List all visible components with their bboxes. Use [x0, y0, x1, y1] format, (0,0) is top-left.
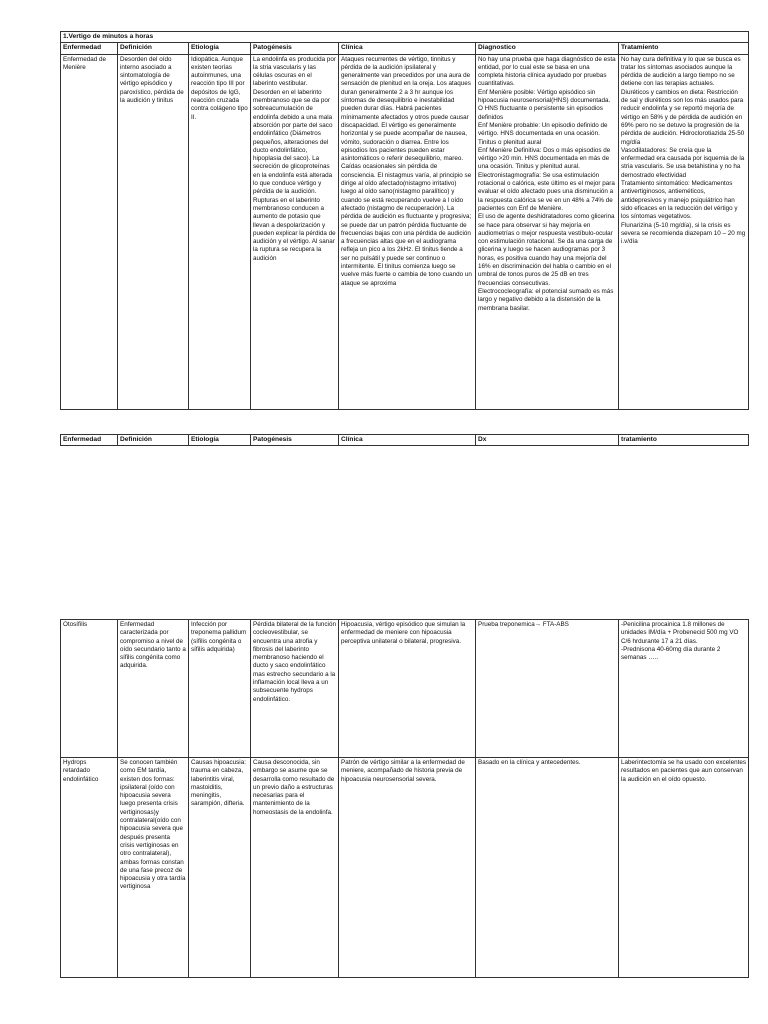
table-row [61, 758, 749, 978]
header-clinica: Clínica [339, 43, 476, 54]
header-definicion: Definición [118, 435, 189, 446]
cell-diagnostico: No hay una prueba que haga diagnóstico de esta entidad, por lo cual este se basa en una completa historia clínica ayudado por pruebas cuantitativas. Enf Menière posible: Vértigo episódico sin hipoacusia neurosensorial(HNS) documentada. O HNS fluctuante o persistente sin episodios definidos Enf Menière probable: Un episodio definido de vértigo. HNS documentada en una ocasión. Tinitus o plenitud aural Enf Menière Definitiva: Dos o más episodios de vértigo >20 min. HNS documentada en más de una ocasión. Tinitus y plenitud aural. Electronistagmografía: Se usa estimulación rotacional o calórica, este último es el mejor para evaluar el oído afectado pues una disminución a la respuesta calórica se ve en un 48% a 74% de pacientes con Enf de Menière. El uso de agente deshidratadores como glicerina se hace para observar si hay mejoría en audiometrías o mejor respuesta vestíbulo-ocular con estimulación rotacional. Se da una carga de glicerina y luego se hacen audiogramas por 3 horas, es positiva cuando hay una mejoría del 16% en discriminación del habla o cambio en el umbral de tonos puros de 25 dB en tres frecuencias consecutivas. Electrococleografía: el potencial sumado es más largo y negativo debido a la distensión de la membrana basilar. [476, 54, 619, 409]
header-tratamiento: Tratamiento [619, 43, 749, 54]
cell-etiologia: Idiopática. Aunque existen teorías autoinmunes, una reacción tipo III por depósitos de IgG, reacción cruzada contra colágeno tipo II. [189, 54, 251, 409]
header-enfermedad: Enfermedad [61, 435, 118, 446]
cell-patogenesis: Pérdida bilateral de la función cocleovestibular, se encuentra una atrofia y fibrosis del laberinto membranoso haciendo el ducto y saco endolinfático mas estrecho secundario a la inflamación local lleva a un subsecuente hydrops endolinfático. [251, 620, 339, 758]
header-enfermedad: Enfermedad [61, 43, 118, 54]
cell-clinica: Ataques recurrentes de vértigo, tinnitus y pérdida de la audición ipsilateral y generalmente van precedidos por una aura de sensación de plenitud en la oreja. Los ataques duran generalmente 2 a 3 hr aunque los síntomas de desequilibrio e inestabilidad pueden durar días. Habrá pacientes mínimamente afectados y otros puede causar discapacidad. El vértigo es generalmente horizontal y se puede acompañar de nausea, vómito, sudoración o diarrea. Entre los episodios los pacientes pueden estar asintomáticos o referir desequilibrio, mareo. Caídas ocasionales sin pérdida de consciencia. El nistagmus varía, al principio se dirige al oído afectado(nistagmo irritativo) luego al oído sano(nistagmo paralítico) y cuando se está recuperando vuelve a l oído afectado (nistagmo de recuperación). La pérdida de audición es fluctuante y progresiva; se puede dar un patrón pérdida fluctuante de frecuencias bajas con una pérdida de audición a frecuencias altas que en el audiograma refleja un pico a los 2kHz. El tinitus tiende a ser no pulsátil y puede ser continuo o intermitente. El tinitus comienza luego se vuelve más fuerte o cambia de tono cuando un ataque se aproxima [339, 54, 476, 409]
cell-enfermedad: Hydrops retardado endolinfático [61, 758, 118, 978]
header-etiologia: Etiología [189, 43, 251, 54]
cell-clinica: Hipoacusia, vértigo episódico que simulan la enfermedad de meniere con hipoacusia perceptiva unilateral o bilateral, progresiva. [339, 620, 476, 758]
header-row [61, 435, 749, 446]
cell-definicion: Desorden del oído interno asociado a sintomatología de vértigo episódico y paroxístico, pérdida de la audición y tinitus [118, 54, 189, 409]
header-patogenesis: Patogénesis [251, 43, 339, 54]
header-etiologia: Etiología [189, 435, 251, 446]
cell-definicion: Se conocen también como EM tardía, existen dos formas: ipsilateral (oído con hipoacusia severa luego presenta crisis vertiginosas)y contralateral(oído con hipoacusia severa que después presenta crisis vertiginosas en otro contralateral), ambas formas constan de una fase precoz de hipoacusia y otra tardía vertiginosa [118, 758, 189, 978]
cell-enfermedad: Enfermedad de Menière [61, 54, 118, 409]
header-row [61, 43, 749, 54]
table-otosifilis-hydrops [60, 619, 749, 978]
cell-tratamiento: -Penicilina procainica 1.8 millones de unidades IM/día + Probenecid 500 mg VO C/6 hrdurante 17 a 21 días. -Prednisona 40-60mg día durante 2 semanas ….. [619, 620, 749, 758]
cell-etiologia: Infección por treponema pallidum (sífilis congénita o sífilis adquirida) [189, 620, 251, 758]
cell-definicion: Enfermedad caracterizada por compromiso a nivel de oído secundario tanto a sífilis congénita como adquirida. [118, 620, 189, 758]
table-header-only [60, 434, 749, 446]
header-dx: Dx [476, 435, 619, 446]
cell-clinica: Patrón de vértigo similar a la enfermedad de meniere, acompañado de historia previa de hipoacusia neurosensorial severa. [339, 758, 476, 978]
table-vertigo-minutos-horas [60, 31, 749, 410]
header-diagnostico: Diagnostico [476, 43, 619, 54]
table-title: 1.Vertigo de minutos a horas [61, 32, 749, 43]
header-tratamiento: tratamiento [619, 435, 749, 446]
cell-dx: Prueba treponemica→ FTA-ABS [476, 620, 619, 758]
table-row [61, 54, 749, 409]
header-patogenesis: Patogénesis [251, 435, 339, 446]
cell-etiologia: Causas hipoacusia: trauma en cabeza, laberintitis viral, mastoiditis, meningitis, sarampión, difteria. [189, 758, 251, 978]
cell-dx: Basado en la clínica y antecedentes. [476, 758, 619, 978]
cell-patogenesis: Causa desconocida, sin embargo se asume que se desarrolla como resultado de un previo daño a estructuras necesarias para el mantenimiento de la homeostasis de la endolinfa. [251, 758, 339, 978]
cell-patogenesis: La endolinfa es producida por la stria vascularis y las células oscuras en el laberinto vestibular. Desorden en el laberinto membranoso que se da por sobreacumulación de endolinfa debido a una mala absorción por parte del saco endolinfático (Diámetros pequeños, alteraciones del ducto endolinfático, hipoplasia del saco). La secreción de glicoproteínas en la endolinfa está alterada lo que conduce vértigo y pérdida de la audición. Rupturas en el laberinto membranoso conducen a aumento de potasio que llevan a despolarización y pueden explicar la pérdida de audición y el vértigo. Al sanar la ruptura se recupera la audición [251, 54, 339, 409]
table-row [61, 620, 749, 758]
header-definicion: Definición [118, 43, 189, 54]
header-clinica: Clínica [339, 435, 476, 446]
cell-tratamiento: Laberintectomía se ha usado con excelentes resultados en pacientes que aun conservan la audición en el oído opuesto. [619, 758, 749, 978]
table-title-row [61, 32, 749, 43]
cell-tratamiento: No hay cura definitiva y lo que se busca es tratar los síntomas asociados aunque la pérdida de audición a largo tiempo no se detiene con las terapias actuales. Diuréticos y cambios en dieta: Restricción de sal y diuréticos son los más usados para reducir endolinfa y se reportó mejoría de vértigo en 58% y de pérdida de audición en 69% pero no se detuvo la progresión de la pérdida de audición. Hidroclorotiazida 25-50 mg/día Vasodilatadores: Se creía que la enfermedad era causada por isquemia de la stria vascularis. Se usa betahistina y no ha demostrado efectividad Tratamiento sintomático: Medicamentos antivertiginosos, antieméticos, antidepresivos y manejo psiquiátrico han sido eficaces en la reducción del vértigo y los síntomas vegetativos. Flunarizina (5-10 mg/día), si la crisis es severa se recomienda diazepam 10 – 20 mg i.v/día [619, 54, 749, 409]
cell-enfermedad: Otosífilis [61, 620, 118, 758]
